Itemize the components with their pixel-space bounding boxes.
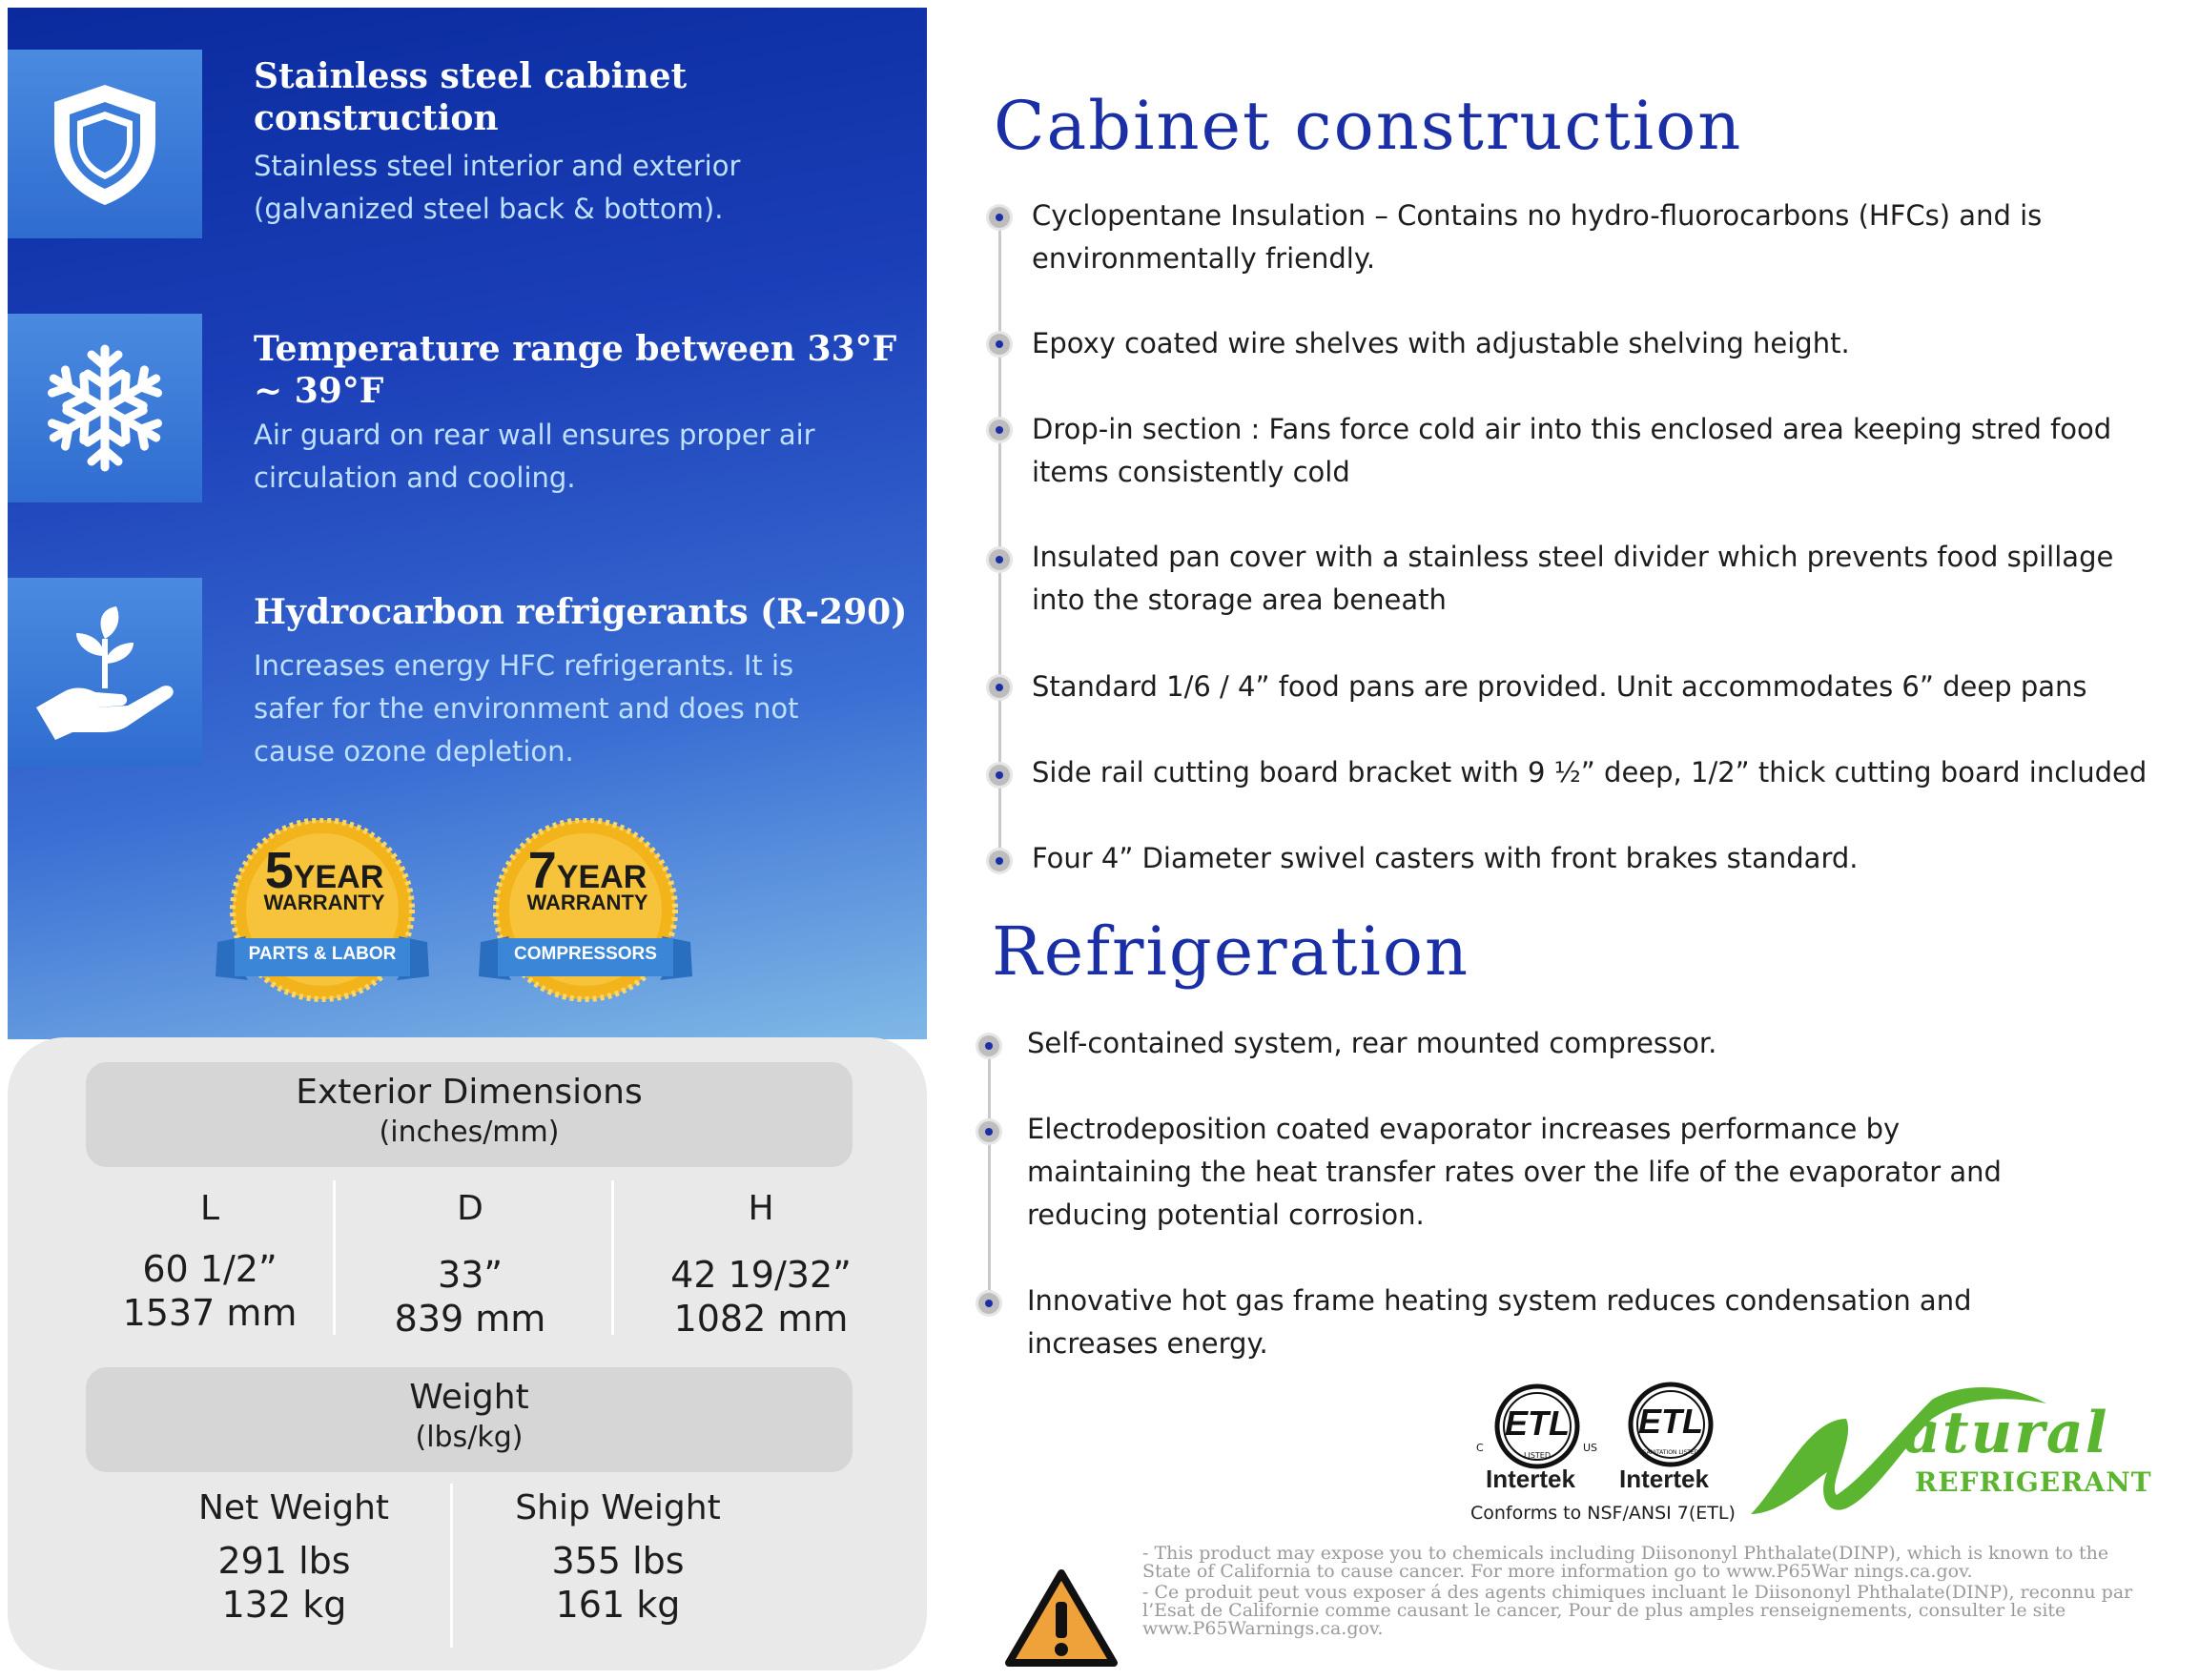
cabinet-bullet: Side rail cutting board bracket with 9 ½” deep, 1/2” thick cutting board included: [1032, 756, 2148, 789]
warning-french: - Ce produit peut vous exposer á des agents chimiques incluant le Diisononyl Phthalate(DINP), reconnu par l’Esat de Californie comme causant le cancer, Pour de plus amples renseignements, consulter le site www.P65Warnings.ca.gov.: [1142, 1582, 2133, 1639]
bullet-marker: [989, 420, 1010, 440]
cabinet-bullet: Epoxy coated wire shelves with adjustable shelving height.: [1032, 327, 1850, 359]
feature-title: Stainless steel cabinet construction: [254, 56, 688, 138]
bullet-marker: [989, 850, 1010, 871]
etl-sanitation-sub: SANITATION LISTED: [1642, 1449, 1699, 1456]
feature-description: Air guard on rear wall ensures proper air circulation and cooling.: [254, 419, 815, 494]
badge-year: YEAR: [556, 859, 647, 895]
dimension-inches: 33”: [437, 1254, 504, 1296]
bullet-marker: [989, 334, 1010, 355]
cabinet-bullet: Standard 1/6 / 4” food pans are provided. Unit accommodates 6” deep pans: [1032, 670, 2087, 703]
etl-listed-sub: LISTED: [1524, 1451, 1551, 1460]
exterior-dimensions-units: (inches/mm): [379, 1116, 560, 1149]
dimension-inches: 60 1/2”: [142, 1248, 277, 1290]
refrigeration-heading: Refrigeration: [992, 912, 1470, 991]
dimension-depth: [341, 1188, 599, 1341]
shield-icon: [43, 77, 167, 211]
dimension-inches: 42 19/32”: [670, 1254, 852, 1296]
refrigerant-word: REFRIGERANT: [1915, 1466, 2152, 1498]
feature-icon-box: [8, 578, 202, 767]
feature-icon-box: [8, 50, 202, 238]
refrigeration-bullet: Self-contained system, rear mounted compressor.: [1027, 1027, 1717, 1059]
bullet-marker: [978, 1121, 999, 1142]
feature-description: Increases energy HFC refrigerants. It is safer for the environment and does not cause ozone depletion.: [254, 649, 799, 768]
feature-description: Stainless steel interior and exterior (galvanized steel back & bottom).: [254, 150, 741, 225]
intertek-label: Intertek: [1619, 1465, 1709, 1493]
dimension-mm: 1537 mm: [122, 1292, 298, 1334]
badge-warranty: WARRANTY: [526, 891, 648, 914]
bullet-marker: [989, 207, 1010, 228]
ship-weight: [475, 1487, 761, 1627]
intertek-label: Intertek: [1486, 1465, 1575, 1493]
badge-ribbon-text: COMPRESSORS: [514, 944, 657, 964]
dimension-height: [618, 1188, 904, 1341]
badge-ribbon-text: PARTS & LABOR: [248, 944, 397, 964]
natural-word: atural: [1903, 1400, 2109, 1466]
snowflake-icon: [33, 337, 176, 480]
bullet-marker: [989, 765, 1010, 786]
natural-refrigerant-logo: [1741, 1381, 2151, 1524]
bullet-marker: [978, 1293, 999, 1314]
feature-title: Temperature range between 33°F ~ 39°F: [254, 329, 897, 411]
cabinet-bullet: Cyclopentane Insulation – Contains no hydro-fluorocarbons (HFCs) and is environmentally friendly.: [1032, 199, 2043, 275]
bullet-marker: [989, 677, 1010, 698]
dimension-label: D: [457, 1189, 483, 1228]
etl-text: ETL: [1505, 1403, 1570, 1443]
warning-icon: [1003, 1567, 1120, 1669]
cabinet-bullet: Insulated pan cover with a stainless steel divider which prevents food spillage into the storage area beneath: [1032, 541, 2114, 616]
badge-number: 5: [264, 842, 294, 899]
dimension-label: H: [748, 1189, 774, 1228]
warranty-badge-5-year: [208, 818, 437, 1009]
weight-label: Net Weight: [197, 1488, 390, 1527]
refrigeration-bullet: Electrodeposition coated evaporator increases performance by maintaining the heat transfer rates over the life of the evaporator and reducing potential corrosion.: [1027, 1113, 2002, 1231]
refrigeration-timeline-line: [988, 1047, 991, 1306]
exterior-dimensions-header: [86, 1062, 853, 1167]
weight-kg: 132 kg: [221, 1584, 347, 1626]
dimension-label: L: [199, 1189, 220, 1228]
dimension-mm: 1082 mm: [673, 1298, 849, 1340]
nsf-conformity-text: Conforms to NSF/ANSI 7(ETL): [1470, 1503, 1736, 1524]
badge-number: 7: [527, 842, 557, 899]
badge-warranty: WARRANTY: [263, 891, 385, 914]
column-divider: [611, 1180, 614, 1335]
cabinet-construction-heading: Cabinet construction: [994, 87, 1743, 165]
feature-icon-box: [8, 314, 202, 502]
cabinet-bullet: Four 4” Diameter swivel casters with front brakes standard.: [1032, 842, 1859, 874]
features-panel: [8, 8, 927, 1039]
bullet-marker: [989, 549, 1010, 570]
prop65-warning: [1003, 1567, 1120, 1669]
badge-year: YEAR: [293, 859, 384, 895]
prop65-warning-text: [1142, 1545, 2144, 1638]
etl-c-mark: C: [1476, 1442, 1484, 1454]
weight-kg: 161 kg: [555, 1584, 681, 1626]
net-weight: [151, 1487, 437, 1627]
warning-english: - This product may expose you to chemicals including Diisononyl Phthalate(DINP), which is known to the State of California to cause cancer. For more information go to www.P65War nings.ca.gov.: [1142, 1543, 2109, 1582]
weight-units: (lbs/kg): [415, 1421, 524, 1454]
weight-lbs: 355 lbs: [551, 1540, 685, 1582]
column-divider: [450, 1484, 453, 1648]
weight-lbs: 291 lbs: [217, 1540, 351, 1582]
exterior-dimensions-title: Exterior Dimensions: [296, 1073, 643, 1112]
plant-in-hand-icon: [29, 601, 181, 744]
etl-text: ETL: [1638, 1402, 1703, 1441]
etl-us-mark: US: [1583, 1442, 1598, 1454]
cabinet-bullet: Drop-in section : Fans force cold air into this enclosed area keeping stred food items consistently cold: [1032, 413, 2112, 488]
feature-title: Hydrocarbon refrigerants (R-290): [254, 592, 908, 632]
refrigeration-bullet: Innovative hot gas frame heating system reduces condensation and increases energy.: [1027, 1284, 1972, 1360]
bullet-marker: [978, 1035, 999, 1056]
warranty-badge-7-year: [471, 818, 700, 1009]
weight-title: Weight: [409, 1378, 529, 1417]
weight-header: [86, 1367, 853, 1472]
specifications-panel: [8, 1037, 927, 1670]
dimension-mm: 839 mm: [394, 1298, 546, 1340]
dimension-length: [86, 1188, 334, 1335]
weight-label: Ship Weight: [515, 1488, 721, 1527]
column-divider: [333, 1180, 336, 1335]
